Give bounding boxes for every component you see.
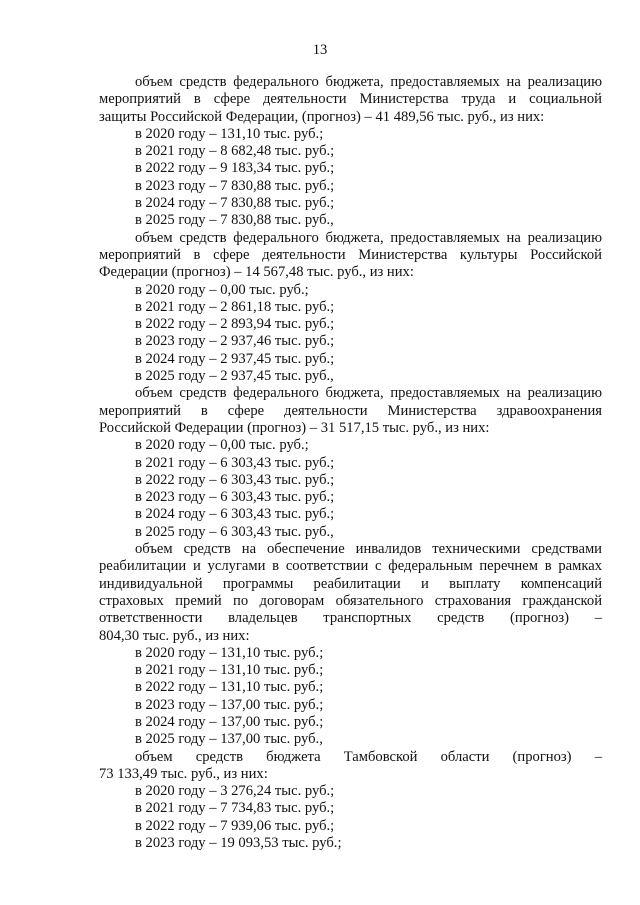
- paragraph-line: объем средств федерального бюджета, предоставляемых на реализацию: [135, 229, 602, 246]
- paragraph-line: защиты Российской Федерации, (прогноз) – 41 489,56 тыс. руб., из них:: [99, 108, 545, 125]
- paragraph: [99, 74, 602, 230]
- paragraph-line: объем средств федерального бюджета, предоставляемых на реализацию: [135, 74, 602, 90]
- year-amount-item: в 2020 году – 0,00 тыс. руб.;: [135, 437, 309, 454]
- year-amount-item: в 2020 году – 0,00 тыс. руб.;: [135, 281, 309, 298]
- document-body: [99, 74, 602, 852]
- paragraph: [99, 230, 602, 386]
- year-amount-item: в 2021 году – 8 682,48 тыс. руб.;: [135, 143, 335, 160]
- year-amount-item: в 2020 году – 131,10 тыс. руб.;: [135, 644, 324, 661]
- year-amount-item: в 2022 году – 7 939,06 тыс. руб.;: [135, 817, 335, 834]
- year-amount-item: в 2025 году – 2 937,45 тыс. руб.,: [135, 368, 334, 385]
- year-amount-item: в 2025 году – 137,00 тыс. руб.,: [135, 731, 323, 748]
- year-amount-item: в 2021 году – 2 861,18 тыс. руб.;: [135, 298, 335, 315]
- year-amount-item: в 2021 году – 131,10 тыс. руб.;: [135, 662, 324, 679]
- year-amount-item: в 2023 году – 19 093,53 тыс. руб.;: [135, 835, 342, 852]
- paragraph: [99, 385, 602, 541]
- year-amount-item: в 2022 году – 9 183,34 тыс. руб.;: [135, 160, 335, 177]
- year-amount-item: в 2021 году – 7 734,83 тыс. руб.;: [135, 800, 335, 817]
- year-amount-item: в 2020 году – 3 276,24 тыс. руб.;: [135, 783, 335, 800]
- year-amount-item: в 2025 году – 6 303,43 тыс. руб.,: [135, 523, 334, 540]
- year-amount-item: в 2022 году – 6 303,43 тыс. руб.;: [135, 471, 335, 488]
- paragraph-line: ответственности владельцев транспортных средств (прогноз) –: [99, 610, 602, 627]
- paragraph-line: мероприятий в сфере деятельности Министерства здравоохранения: [99, 402, 602, 419]
- year-amount-item: в 2022 году – 2 893,94 тыс. руб.;: [135, 316, 335, 333]
- paragraph: [99, 749, 602, 853]
- year-amount-item: в 2024 году – 137,00 тыс. руб.;: [135, 713, 324, 730]
- paragraph-line: объем средств бюджета Тамбовской области (прогноз) –: [135, 748, 602, 765]
- year-amount-item: в 2025 году – 7 830,88 тыс. руб.,: [135, 212, 334, 229]
- paragraph-line: объем средств на обеспечение инвалидов техническими средствами: [135, 541, 602, 558]
- year-amount-item: в 2023 году – 2 937,46 тыс. руб.;: [135, 333, 335, 350]
- year-amount-item: в 2024 году – 2 937,45 тыс. руб.;: [135, 350, 335, 367]
- year-amount-item: в 2021 году – 6 303,43 тыс. руб.;: [135, 454, 335, 471]
- paragraph-line: Федерации (прогноз) – 14 567,48 тыс. руб., из них:: [99, 264, 414, 281]
- paragraph-line: 804,30 тыс. руб., из них:: [99, 627, 250, 644]
- paragraph-line: реабилитации и услугами в соответствии с федеральным перечнем в рамках: [99, 558, 602, 575]
- year-amount-item: в 2024 году – 7 830,88 тыс. руб.;: [135, 195, 335, 212]
- year-amount-item: в 2023 году – 6 303,43 тыс. руб.;: [135, 489, 335, 506]
- paragraph-line: мероприятий в сфере деятельности Министерства труда и социальной: [99, 91, 602, 108]
- paragraph-line: мероприятий в сфере деятельности Министерства культуры Российской: [99, 246, 602, 263]
- paragraph-line: 73 133,49 тыс. руб., из них:: [99, 765, 268, 782]
- year-amount-item: в 2023 году – 7 830,88 тыс. руб.;: [135, 177, 335, 194]
- year-amount-item: в 2020 году – 131,10 тыс. руб.;: [135, 125, 324, 142]
- paragraph: [99, 541, 602, 749]
- paragraph-line: объем средств федерального бюджета, предоставляемых на реализацию: [135, 385, 602, 402]
- year-amount-item: в 2022 году – 131,10 тыс. руб.;: [135, 679, 324, 696]
- paragraph-line: индивидуальной программы реабилитации и выплату компенсаций: [99, 575, 602, 592]
- paragraph-line: Российской Федерации (прогноз) – 31 517,15 тыс. руб., из них:: [99, 419, 490, 436]
- year-amount-item: в 2024 году – 6 303,43 тыс. руб.;: [135, 506, 335, 523]
- page-number: 13: [312, 42, 328, 58]
- year-amount-item: в 2023 году – 137,00 тыс. руб.;: [135, 696, 324, 713]
- paragraph-line: страховых премий по договорам обязательного страхования гражданской: [99, 592, 602, 609]
